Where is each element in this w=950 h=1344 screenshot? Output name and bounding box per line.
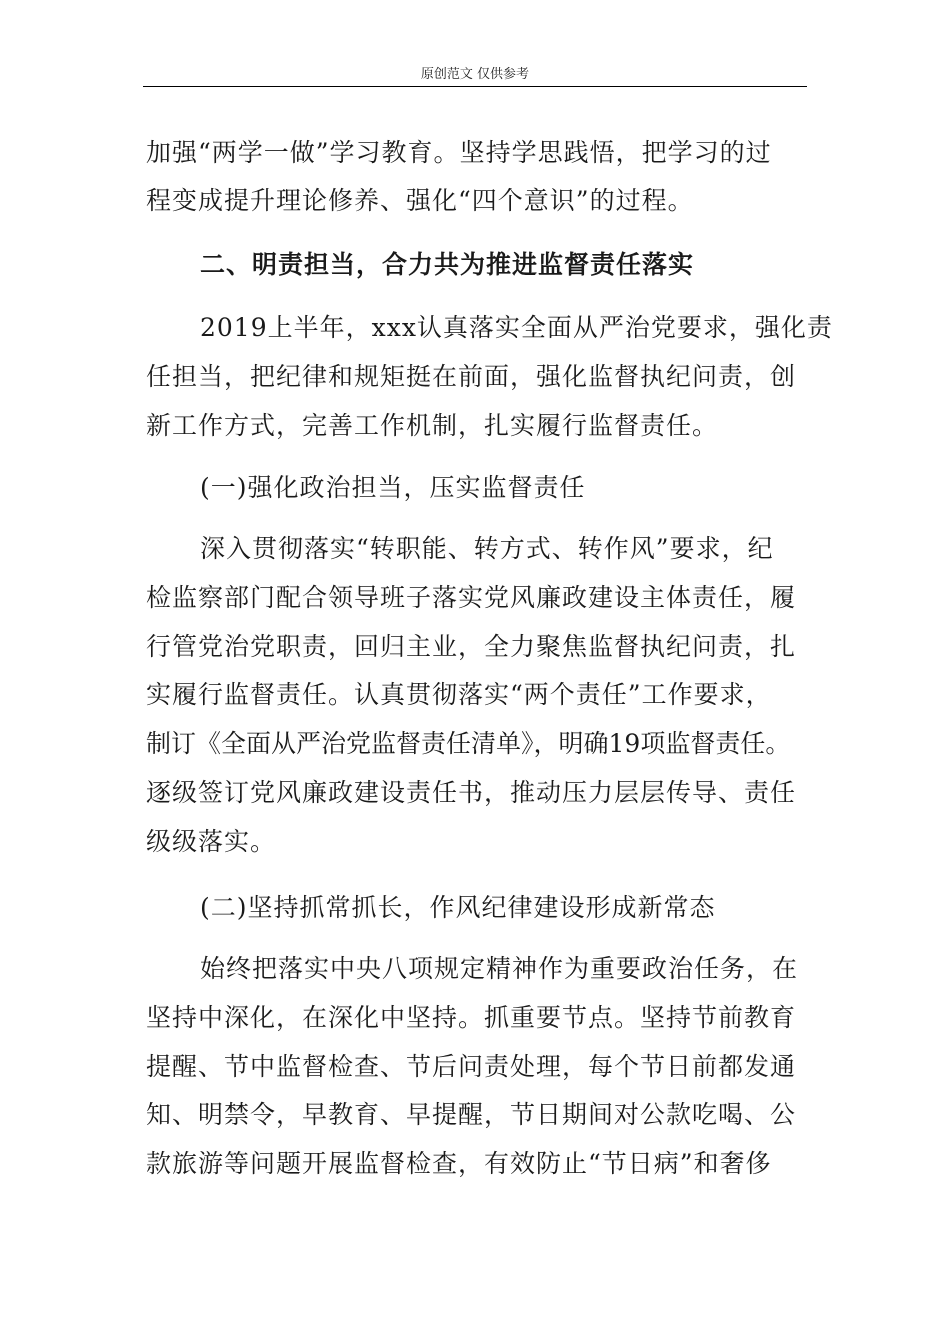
body-line: 知、明禁令，早教育、早提醒，节日期间对公款吃喝、公 <box>146 1100 797 1129</box>
body-line: 2019上半年，xxx认真落实全面从严治党要求，强化责 <box>200 313 833 342</box>
header-text: 原创范文 仅供参考 <box>420 67 530 82</box>
section-heading: 二、明责担当，合力共为推进监督责任落实 <box>200 250 695 279</box>
body-line: 程变成提升理论修养、强化“四个意识”的过程。 <box>146 186 694 215</box>
body-line: 实履行监督责任。认真贯彻落实“两个责任”工作要求， <box>146 680 772 709</box>
body-line: 新工作方式，完善工作机制，扎实履行监督责任。 <box>146 411 719 440</box>
body-line: 任担当，把纪律和规矩挺在前面，强化监督执纪问责，创 <box>146 362 797 391</box>
body-line: 级级落实。 <box>146 827 277 856</box>
body-line: 款旅游等问题开展监督检查，有效防止“节日病”和奢侈 <box>146 1149 772 1178</box>
page-header <box>143 64 807 87</box>
body-line: 提醒、节中监督检查、节后问责处理，每个节日前都发通 <box>146 1052 797 1081</box>
subsection-heading: (一)强化政治担当，压实监督责任 <box>200 473 586 502</box>
body-line: 坚持中深化，在深化中坚持。抓重要节点。坚持节前教育 <box>146 1003 797 1032</box>
body-line: 检监察部门配合领导班子落实党风廉政建设主体责任，履 <box>146 583 797 612</box>
body-line: 制订《全面从严治党监督责任清单》，明确19项监督责任。 <box>146 729 791 758</box>
body-line: 逐级签订党风廉政建设责任书，推动压力层层传导、责任 <box>146 778 797 807</box>
body-line: 始终把落实中央八项规定精神作为重要政治任务，在 <box>200 954 799 983</box>
subsection-heading: (二)坚持抓常抓长，作风纪律建设形成新常态 <box>200 893 716 922</box>
body-line: 行管党治党职责，回归主业，全力聚焦监督执纪问责，扎 <box>146 632 797 661</box>
body-line: 深入贯彻落实“转职能、转方式、转作风”要求，纪 <box>200 534 774 563</box>
body-line: 加强“两学一做”学习教育。坚持学思践悟，把学习的过 <box>146 138 772 167</box>
